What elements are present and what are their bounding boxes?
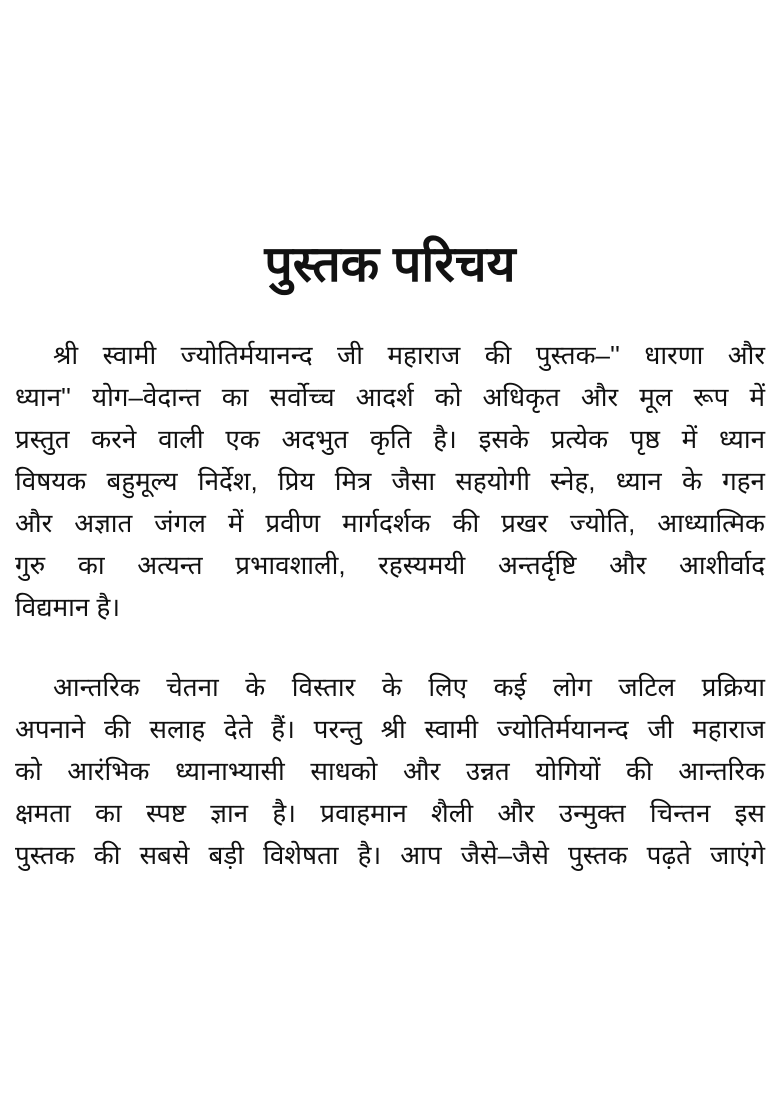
text-line: गुरु का अत्यन्त प्रभावशाली, रहस्यमयी अन्तर्दृष्टि और आशीर्वाद [15, 550, 765, 580]
text-line: श्री स्वामी ज्योतिर्मयानन्द जी महाराज की पुस्तक–'' धारणा और [53, 340, 765, 370]
text-line: आन्तरिक चेतना के विस्तार के लिए कई लोग जटिल प्रक्रिया [53, 672, 765, 702]
text-line: विषयक बहुमूल्य निर्देश, प्रिय मित्र जैसा सहयोगी स्नेह, ध्यान के गहन [15, 466, 765, 496]
text-line: ध्यान'' योग–वेदान्त का सर्वोच्च आदर्श को अधिकृत और मूल रूप में [15, 382, 765, 412]
text-line: विद्यमान है। [15, 592, 121, 622]
paragraph-1 [15, 334, 765, 628]
text-line: को आरंभिक ध्यानाभ्यासी साधको और उन्नत योगियों की आन्तरिक [15, 756, 765, 786]
text-line: क्षमता का स्पष्ट ज्ञान है। प्रवाहमान शैली और उन्मुक्त चिन्तन इस [15, 798, 765, 828]
text-line: और अज्ञात जंगल में प्रवीण मार्गदर्शक की प्रखर ज्योति, आध्यात्मिक [15, 508, 765, 538]
page-title: पुस्तक परिचय [264, 236, 516, 292]
text-line: प्रस्तुत करने वाली एक अदभुत कृति है। इसके प्रत्येक पृष्ठ में ध्यान [15, 424, 765, 454]
text-line: अपनाने की सलाह देते हैं। परन्तु श्री स्वामी ज्योतिर्मयानन्द जी महाराज [15, 714, 765, 744]
paragraph-2 [15, 666, 765, 876]
text-line: पुस्तक की सबसे बड़ी विशेषता है। आप जैसे–जैसे पुस्तक पढ़ते जाएंगे [15, 840, 765, 870]
